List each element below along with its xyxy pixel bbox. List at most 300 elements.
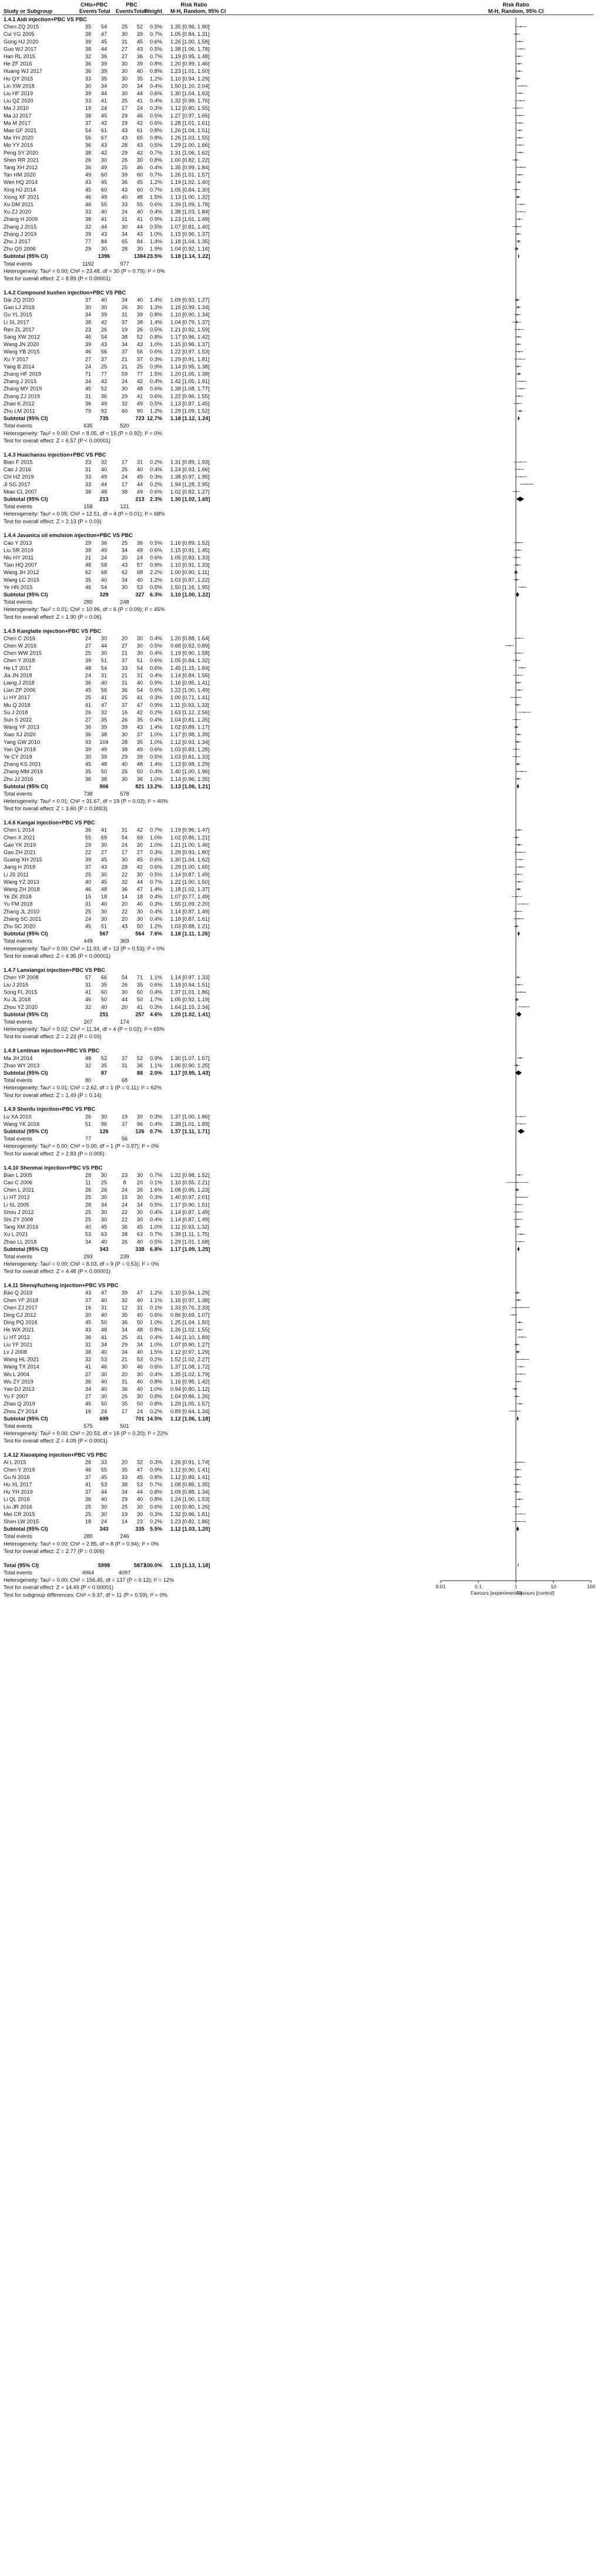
study-marker	[519, 1403, 521, 1404]
total-exp: 43	[100, 142, 108, 149]
overall-effect-text: Test for overall effect: Z = 4.48 (P < 0.00001)	[4, 1268, 110, 1274]
study-name: Chen W 2016	[4, 642, 37, 649]
heterogeneity-text: Heterogeneity: Tau² = 0.05; Chi² = 12.51, df = 4 (P = 0.01); I² = 68%	[4, 511, 165, 517]
study-weight: 0.5%	[150, 1239, 162, 1245]
total-ctrl: 49	[136, 547, 143, 554]
subgroup-title: 1.4.2 Compound kushen injection+PBC VS PBC	[4, 289, 126, 296]
events-ctrl: 39	[121, 724, 128, 730]
study-name: Liu QZ 2020	[4, 98, 33, 104]
total-ctrl: 40	[136, 1239, 143, 1245]
total-exp: 35	[100, 75, 108, 82]
study-marker	[519, 358, 521, 360]
study-name: Ma YH 2020	[4, 135, 33, 141]
study-ci: 1.00 [0.80, 1.26]	[170, 1504, 210, 1510]
study-weight: 0.8%	[150, 68, 162, 75]
study-marker	[519, 122, 521, 123]
header-total2: Total	[133, 8, 146, 14]
total-ctrl: 35	[136, 716, 143, 723]
study-weight: 0.2%	[150, 481, 162, 488]
study-marker	[521, 48, 522, 49]
study-ci: 1.38 [1.01, 1.89]	[170, 1121, 210, 1127]
overall-effect-text: Test for overall effect: Z = 2.83 (P = 0.005)	[4, 1151, 105, 1157]
study-weight: 0.6%	[150, 38, 162, 45]
study-marker	[516, 1065, 518, 1066]
total-ctrl: 84	[136, 239, 143, 244]
study-marker	[516, 1491, 518, 1492]
study-weight: 2.2%	[150, 569, 162, 576]
heterogeneity-text: Heterogeneity: Tau² = 0.01; Chi² = 31.67, df = 19 (P = 0.03); I² = 40%	[4, 798, 168, 804]
study-weight: 0.2%	[150, 1518, 162, 1525]
total-ctrl: 30	[136, 635, 143, 642]
events-exp: 36	[85, 732, 92, 738]
study-ci: 1.15 [0.91, 1.45]	[170, 547, 210, 554]
study-marker	[516, 78, 518, 79]
total-ctrl: 53	[136, 584, 143, 591]
total-exp: 34	[100, 83, 108, 89]
study-weight: 0.6%	[150, 658, 162, 664]
study-ci: 1.24 [0.93, 1.66]	[170, 467, 210, 473]
events-ctrl: 31	[121, 216, 128, 223]
total-events-exp: 635	[83, 422, 93, 429]
events-ctrl: 26	[121, 157, 128, 163]
study-weight: 0.5%	[150, 871, 162, 878]
study-name: Huang WJ 2017	[4, 68, 42, 75]
study-name: Tan HM 2020	[4, 172, 36, 178]
events-ctrl: 26	[121, 1393, 128, 1400]
study-marker	[516, 1189, 518, 1191]
events-exp: 29	[85, 539, 92, 546]
study-ci: 1.45 [1.15, 1.84]	[170, 665, 210, 671]
study-name: Shou J 2012	[4, 1209, 34, 1215]
events-exp: 11	[85, 1179, 91, 1186]
total-ctrl: 30	[136, 1504, 143, 1510]
total-events-ctrl: 56	[121, 1136, 128, 1142]
study-weight: 0.3%	[150, 356, 162, 363]
study-name: Ma M 2017	[4, 120, 31, 126]
subtotal-weight: 0.7%	[150, 1128, 162, 1135]
total-ctrl: 32	[136, 1459, 143, 1465]
total-events-ctrl: 174	[120, 1019, 129, 1025]
study-name: Liu YF 2021	[4, 1341, 33, 1348]
study-name: Gao ZH 2021	[4, 849, 36, 856]
total-exp: 40	[100, 1378, 108, 1385]
events-exp: 25	[85, 1511, 92, 1517]
study-ci: 1.11 [0.93, 1.32]	[170, 1224, 209, 1230]
study-marker	[520, 1514, 521, 1515]
events-exp: 36	[85, 68, 92, 75]
subtotal-total-exp: 329	[99, 592, 109, 598]
total-exp: 44	[100, 1489, 108, 1495]
events-ctrl: 22	[121, 1209, 128, 1215]
study-ci: 1.07 [0.90, 1.27]	[170, 1341, 210, 1348]
events-exp: 77	[85, 239, 92, 244]
study-name: Tang XH 2012	[4, 165, 38, 170]
heterogeneity-text: Heterogeneity: Tau² = 0.00; Chi² = 23.48, df = 30 (P = 0.79); I² = 0%	[4, 268, 165, 274]
study-ci: 1.10 [0.55, 2.21]	[170, 1179, 210, 1186]
study-name: Chen Y 2019	[4, 1467, 35, 1473]
events-ctrl: 36	[121, 687, 128, 693]
study-ci: 1.29 [1.00, 1.65]	[170, 864, 210, 870]
total-exp: 53	[100, 1481, 108, 1488]
study-marker	[516, 1292, 518, 1293]
study-ci: 1.11 [0.93, 1.33]	[170, 702, 209, 708]
study-ci: 1.26 [0.91, 1.74]	[170, 1459, 210, 1465]
total-exp: 69	[100, 834, 108, 841]
events-ctrl: 31	[121, 827, 128, 833]
total-events-ctrl: 246	[120, 1533, 129, 1539]
study-ci: 1.20 [0.88, 1.64]	[170, 635, 210, 642]
events-exp: 25	[85, 1504, 92, 1510]
total-exp: 51	[100, 658, 108, 664]
subtotal-diamond	[518, 254, 519, 259]
total-ctrl: 63	[136, 1231, 143, 1237]
total-ctrl: 41	[136, 695, 143, 701]
study-weight: 0.3%	[150, 1459, 162, 1465]
events-ctrl: 34	[121, 1489, 128, 1495]
events-exp: 31	[85, 467, 92, 473]
events-ctrl: 20	[121, 1371, 128, 1377]
study-marker	[521, 1233, 522, 1235]
study-marker	[521, 1123, 522, 1125]
events-exp: 41	[85, 702, 92, 708]
total-ctrl: 30	[136, 157, 143, 163]
total-exp: 44	[100, 481, 108, 488]
total-ctrl: 44	[136, 90, 143, 96]
overall-effect-text: Test for overall effect: Z = 3.60 (P = 0.0003)	[4, 806, 108, 812]
total-exp: 30	[100, 650, 108, 656]
events-exp: 36	[85, 1496, 92, 1502]
total-ctrl: 38	[136, 319, 143, 326]
events-ctrl: 27	[121, 53, 128, 59]
total-ctrl: 54	[136, 665, 143, 671]
study-ci: 1.08 [0.86, 1.35]	[170, 1481, 210, 1488]
events-ctrl: 25	[121, 769, 128, 775]
subtotal-label: Subtotal (95% CI)	[4, 783, 48, 790]
overall-effect-text: Test for overall effect: Z = 2.77 (P = 0.006)	[4, 1548, 105, 1554]
study-marker	[520, 1307, 521, 1308]
study-weight: 1.0%	[150, 1386, 162, 1392]
events-ctrl: 30	[121, 31, 128, 38]
study-ci: 1.35 [0.99, 1.84]	[170, 165, 210, 170]
study-weight: 0.4%	[150, 1334, 162, 1340]
events-exp: 43	[85, 1290, 92, 1296]
events-ctrl: 30	[121, 1364, 128, 1370]
events-exp: 31	[85, 1341, 92, 1348]
study-name: Ding CJ 2012	[4, 1312, 36, 1318]
study-weight: 0.6%	[150, 864, 162, 870]
subgroup-title: 1.4.3 Huachansu injection+PBC VS PBC	[4, 451, 106, 458]
total-ctrl: 39	[136, 61, 143, 67]
events-ctrl: 20	[121, 635, 128, 642]
study-name: Xu ZJ 2020	[4, 209, 31, 215]
study-weight: 0.6%	[150, 385, 162, 392]
total-exp: 30	[100, 1113, 108, 1120]
total-ctrl: 44	[136, 878, 143, 885]
study-weight: 0.6%	[150, 90, 162, 96]
study-marker	[517, 365, 519, 367]
study-marker	[526, 484, 528, 485]
study-name: Niu HY 2011	[4, 555, 34, 561]
subtotal-total-ctrl: 327	[135, 592, 145, 598]
subtotal-weight: 12.7%	[146, 415, 162, 422]
study-ci: 1.26 [1.03, 1.55]	[170, 135, 210, 141]
study-marker	[518, 351, 519, 352]
total-ctrl: 52	[136, 24, 143, 30]
total-ctrl: 46	[136, 1364, 143, 1370]
events-exp: 36	[85, 165, 92, 170]
study-weight: 0.1%	[150, 1179, 162, 1186]
events-ctrl: 60	[121, 408, 128, 414]
total-exp: 50	[100, 997, 108, 1003]
total-exp: 30	[100, 1172, 108, 1178]
total-ctrl: 68	[136, 569, 143, 576]
total-ctrl: 49	[136, 474, 143, 480]
study-name: Lu XA 2010	[4, 1113, 32, 1120]
total-exp: 40	[100, 901, 108, 907]
overall-effect-text: Test for overall effect: Z = 6.57 (P < 0.00001)	[4, 437, 110, 444]
study-name: Wu ZY 2019	[4, 1378, 33, 1385]
study-weight: 0.4%	[150, 1121, 162, 1127]
events-exp: 28	[85, 1202, 92, 1208]
study-ci: 1.15 [0.96, 1.37]	[170, 341, 210, 348]
subtotal-total-ctrl: 335	[135, 1526, 145, 1532]
study-weight: 0.8%	[150, 1474, 162, 1480]
total-events-ctrl: 578	[120, 790, 129, 797]
events-exp: 32	[85, 1062, 92, 1069]
study-name: Lv J 2008	[4, 1349, 27, 1355]
study-weight: 0.7%	[150, 172, 162, 178]
subtotal-ci: 1.17 [1.09, 1.25]	[170, 1246, 210, 1252]
study-weight: 1.4%	[150, 239, 162, 244]
events-exp: 38	[85, 319, 92, 326]
subtotal-label: Subtotal (95% CI)	[4, 1128, 48, 1135]
events-exp: 34	[85, 1386, 92, 1392]
total-ctrl: 43	[136, 46, 143, 52]
events-exp: 57	[85, 974, 92, 981]
study-weight: 0.3%	[150, 1004, 162, 1010]
subtotal-weight: 2.0%	[150, 1069, 162, 1076]
study-weight: 0.6%	[150, 547, 162, 554]
study-name: Zhu SC 2020	[4, 923, 36, 930]
total-exp: 42	[100, 378, 108, 385]
total-exp: 38	[100, 732, 108, 738]
events-exp: 38	[85, 112, 92, 119]
study-ci: 1.63 [1.12, 2.56]	[170, 709, 210, 716]
study-name: Zhang HF 2019	[4, 371, 41, 377]
subtotal-total-ctrl: 126	[135, 1128, 145, 1135]
events-exp: 33	[85, 474, 92, 480]
total-ctrl: 24	[136, 1408, 143, 1414]
events-ctrl: 30	[121, 385, 128, 392]
total-ctrl: 39	[136, 311, 143, 318]
events-ctrl: 29	[121, 753, 128, 760]
study-weight: 0.4%	[150, 1209, 162, 1215]
overall-effect-text: Test for overall effect: Z = 4.95 (P < 0.00001)	[4, 952, 110, 959]
events-exp: 33	[85, 481, 92, 488]
study-ci: 1.13 [0.98, 1.29]	[170, 761, 210, 767]
total-ctrl: 36	[136, 1062, 143, 1069]
events-ctrl: 14	[121, 1518, 128, 1525]
study-ci: 1.20 [1.05, 1.38]	[170, 371, 210, 377]
total-events-exp: 280	[83, 599, 93, 605]
study-ci: 1.52 [1.02, 2.27]	[170, 1356, 210, 1363]
events-ctrl: 17	[121, 105, 128, 112]
study-name: Lin XW 2018	[4, 83, 35, 89]
subtotal-total-exp: 213	[99, 496, 109, 502]
study-weight: 0.8%	[150, 61, 162, 67]
study-weight: 0.8%	[150, 1393, 162, 1400]
events-exp: 41	[85, 1364, 92, 1370]
study-weight: 1.0%	[150, 739, 162, 745]
study-weight: 0.7%	[150, 31, 162, 38]
study-ci: 1.37 [1.01, 1.86]	[170, 989, 210, 995]
total-ctrl: 53	[136, 1356, 143, 1363]
study-marker	[524, 1007, 525, 1008]
study-marker	[515, 726, 517, 728]
events-ctrl: 62	[121, 569, 128, 576]
study-ci: 1.15 [0.99, 1.34]	[170, 304, 210, 311]
total-exp: 25	[100, 363, 108, 370]
overall-weight: 100.0%	[143, 1562, 162, 1568]
study-marker	[517, 196, 519, 198]
total-ctrl: 30	[136, 908, 143, 915]
total-ctrl: 34	[136, 1341, 143, 1348]
events-ctrl: 24	[121, 209, 128, 215]
study-marker	[516, 557, 517, 558]
events-exp: 24	[85, 915, 92, 922]
events-ctrl: 17	[121, 1408, 128, 1414]
study-weight: 0.3%	[150, 695, 162, 701]
x-tick-label: 10	[551, 1584, 556, 1590]
total-events-label: Total events	[4, 1077, 33, 1084]
total-exp: 18	[100, 894, 108, 900]
study-ci: 1.94 [1.28, 2.95]	[170, 481, 210, 488]
study-name: Song FL 2015	[4, 989, 38, 995]
events-exp: 23	[85, 459, 92, 465]
subtotal-weight: 14.5%	[146, 1416, 162, 1422]
study-marker	[517, 233, 519, 235]
total-ctrl: 71	[136, 974, 143, 981]
study-weight: 1.2%	[150, 75, 162, 82]
total-ctrl: 43	[136, 724, 143, 730]
study-ci: 1.00 [0.71, 1.41]	[170, 695, 210, 701]
total-exp: 34	[100, 1202, 108, 1208]
study-weight: 0.8%	[150, 128, 162, 133]
subtotal-total-exp: 906	[99, 783, 109, 790]
overall-label: Total (95% CI)	[4, 1562, 39, 1568]
study-name: Yang B 2014	[4, 363, 35, 370]
events-exp: 43	[85, 1327, 92, 1333]
events-ctrl: 43	[121, 562, 128, 568]
study-weight: 1.2%	[150, 923, 162, 930]
study-ci: 1.18 [0.87, 1.61]	[170, 915, 210, 922]
total-events-label: Total events	[4, 1253, 33, 1260]
total-events-exp: 449	[83, 938, 93, 944]
study-ci: 1.29 [1.01, 1.68]	[170, 1239, 210, 1245]
events-exp: 25	[85, 650, 92, 656]
study-ci: 1.03 [0.87, 1.22]	[170, 576, 210, 583]
study-marker	[517, 1226, 519, 1227]
study-name: Peng SY 2020	[4, 149, 39, 156]
events-ctrl: 29	[121, 1341, 128, 1348]
study-name: Mo YY 2015	[4, 142, 33, 149]
study-ci: 1.33 [0.76, 2.33]	[170, 1304, 210, 1311]
study-ci: 1.02 [0.86, 1.21]	[170, 834, 210, 841]
total-ctrl: 42	[136, 149, 143, 156]
events-ctrl: 26	[121, 304, 128, 311]
total-exp: 36	[100, 393, 108, 400]
total-ctrl: 42	[136, 864, 143, 870]
study-weight: 0.8%	[150, 1496, 162, 1502]
study-weight: 1.5%	[150, 1349, 162, 1355]
total-exp: 44	[100, 642, 108, 649]
study-name: Zhao K 2012	[4, 400, 35, 407]
events-exp: 45	[85, 1401, 92, 1407]
events-ctrl: 43	[121, 923, 128, 930]
study-weight: 0.4%	[150, 635, 162, 642]
total-ctrl: 47	[136, 1290, 143, 1296]
total-ctrl: 46	[136, 165, 143, 170]
total-events-label: Total events	[4, 422, 33, 429]
events-ctrl: 20	[121, 555, 128, 561]
subtotal-total-ctrl: 213	[135, 496, 145, 502]
study-name: Wang YB 2015	[4, 348, 40, 355]
total-ctrl: 48	[136, 1327, 143, 1333]
study-ci: 1.18 [1.02, 1.37]	[170, 886, 210, 893]
events-ctrl: 25	[121, 1504, 128, 1510]
study-ci: 1.16 [0.97, 1.38]	[170, 1297, 210, 1303]
events-ctrl: 37	[121, 348, 128, 355]
events-exp: 37	[85, 120, 92, 126]
events-exp: 26	[85, 709, 92, 716]
total-exp: 30	[100, 1209, 108, 1215]
study-weight: 1.0%	[150, 732, 162, 738]
study-weight: 1.0%	[150, 841, 162, 848]
total-exp: 56	[100, 348, 108, 355]
study-name: Wang JN 2020	[4, 341, 39, 348]
study-ci: 1.17 [0.90, 1.51]	[170, 1202, 210, 1208]
study-weight: 0.9%	[150, 1055, 162, 1061]
events-exp: 46	[85, 584, 92, 591]
study-marker	[516, 1351, 519, 1353]
study-marker	[518, 1219, 519, 1220]
subtotal-weight: 2.3%	[150, 496, 162, 502]
study-ci: 1.22 [0.98, 1.52]	[170, 1172, 210, 1178]
study-name: Hu YH 2019	[4, 1489, 33, 1495]
study-ci: 1.50 [1.16, 1.95]	[170, 584, 210, 591]
events-ctrl: 43	[121, 135, 128, 141]
total-ctrl: 40	[136, 1349, 143, 1355]
total-ctrl: 39	[136, 753, 143, 760]
subgroup-title: 1.4.9 Shenfu injection+PBC VS PBC	[4, 1106, 95, 1112]
overall-total-exp: 5998	[98, 1562, 110, 1568]
total-ctrl: 41	[136, 1004, 143, 1010]
total-exp: 40	[100, 1496, 108, 1502]
events-exp: 37	[85, 1297, 92, 1303]
total-exp: 40	[100, 1297, 108, 1303]
total-exp: 30	[100, 304, 108, 311]
events-exp: 35	[85, 24, 92, 30]
header-rr-left: Risk Ratio	[180, 2, 207, 8]
study-weight: 1.2%	[150, 576, 162, 583]
total-ctrl: 23	[136, 1518, 143, 1525]
total-exp: 49	[100, 474, 108, 480]
total-exp: 48	[100, 886, 108, 893]
study-name: Sun S 2022	[4, 716, 32, 723]
total-ctrl: 50	[136, 769, 143, 775]
study-weight: 0.6%	[150, 857, 162, 863]
events-exp: 45	[85, 923, 92, 930]
